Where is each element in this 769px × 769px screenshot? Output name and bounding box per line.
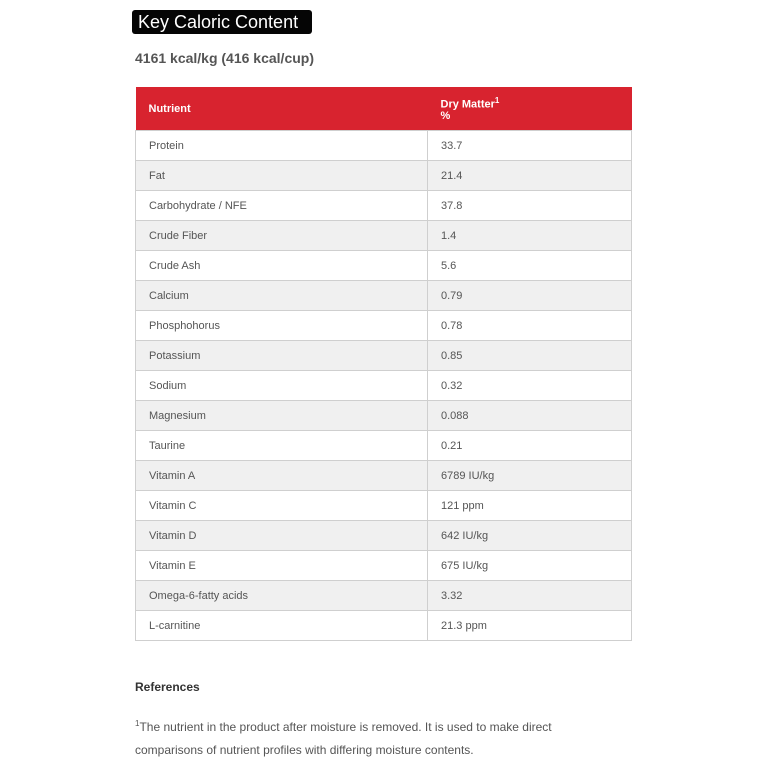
dry-matter-value-cell: 0.21	[428, 431, 632, 461]
nutrient-name-cell: Vitamin C	[136, 491, 428, 521]
table-row	[136, 191, 632, 221]
table-row	[136, 371, 632, 401]
header-dry-matter-footnote-marker: 1	[494, 95, 500, 105]
table-header-row	[136, 87, 632, 131]
table-row	[136, 131, 632, 161]
nutrient-name-cell: Crude Fiber	[136, 221, 428, 251]
dry-matter-value-cell: 642 IU/kg	[428, 521, 632, 551]
nutrient-name-cell: Vitamin E	[136, 551, 428, 581]
dry-matter-value-cell: 6789 IU/kg	[428, 461, 632, 491]
dry-matter-value-cell: 121 ppm	[428, 491, 632, 521]
nutrient-name-cell: L-carnitine	[136, 611, 428, 641]
footnote-marker: 1	[135, 719, 140, 728]
header-nutrient: Nutrient	[136, 87, 428, 131]
dry-matter-value-cell: 0.78	[428, 311, 632, 341]
table-row	[136, 581, 632, 611]
dry-matter-value-cell: 1.4	[428, 221, 632, 251]
table-row	[136, 161, 632, 191]
table-row	[136, 461, 632, 491]
references-title: References	[135, 680, 200, 694]
nutrient-name-cell: Magnesium	[136, 401, 428, 431]
nutrient-name-cell: Omega-6-fatty acids	[136, 581, 428, 611]
nutrient-name-cell: Carbohydrate / NFE	[136, 191, 428, 221]
nutrient-name-cell: Taurine	[136, 431, 428, 461]
dry-matter-value-cell: 3.32	[428, 581, 632, 611]
footnote-text: The nutrient in the product after moisture is removed. It is used to make direct comparisons of nutrient profiles with differing moisture contents.	[135, 720, 552, 757]
table-row	[136, 341, 632, 371]
table-row	[136, 521, 632, 551]
nutrient-name-cell: Crude Ash	[136, 251, 428, 281]
table-row	[136, 311, 632, 341]
dry-matter-value-cell: 0.32	[428, 371, 632, 401]
header-dry-matter-unit: %	[440, 110, 451, 123]
table-row	[136, 491, 632, 521]
table-row	[136, 401, 632, 431]
dry-matter-value-cell: 0.088	[428, 401, 632, 431]
dry-matter-value-cell: 675 IU/kg	[428, 551, 632, 581]
nutrient-name-cell: Calcium	[136, 281, 428, 311]
table-row	[136, 281, 632, 311]
dry-matter-value-cell: 33.7	[428, 131, 632, 161]
dry-matter-value-cell: 5.6	[428, 251, 632, 281]
nutrient-name-cell: Vitamin A	[136, 461, 428, 491]
nutrient-name-cell: Vitamin D	[136, 521, 428, 551]
dry-matter-value-cell: 37.8	[428, 191, 632, 221]
references-footnote	[135, 712, 615, 762]
dry-matter-value-cell: 0.79	[428, 281, 632, 311]
table-row	[136, 551, 632, 581]
header-dry-matter-label: Dry Matter	[440, 98, 495, 111]
nutrient-name-cell: Fat	[136, 161, 428, 191]
header-dry-matter	[428, 87, 632, 131]
kcal-value: 4161 kcal/kg (416 kcal/cup)	[135, 50, 314, 66]
caloric-content-heading: Key Caloric Content	[132, 10, 312, 34]
nutrient-name-cell: Phosphohorus	[136, 311, 428, 341]
dry-matter-value-cell: 21.3 ppm	[428, 611, 632, 641]
nutrient-name-cell: Potassium	[136, 341, 428, 371]
table-row	[136, 221, 632, 251]
nutrient-name-cell: Sodium	[136, 371, 428, 401]
table-row	[136, 431, 632, 461]
table-body	[136, 131, 632, 641]
nutrient-name-cell: Protein	[136, 131, 428, 161]
table-row	[136, 611, 632, 641]
table-row	[136, 251, 632, 281]
dry-matter-value-cell: 0.85	[428, 341, 632, 371]
nutrient-table	[135, 87, 632, 641]
dry-matter-value-cell: 21.4	[428, 161, 632, 191]
